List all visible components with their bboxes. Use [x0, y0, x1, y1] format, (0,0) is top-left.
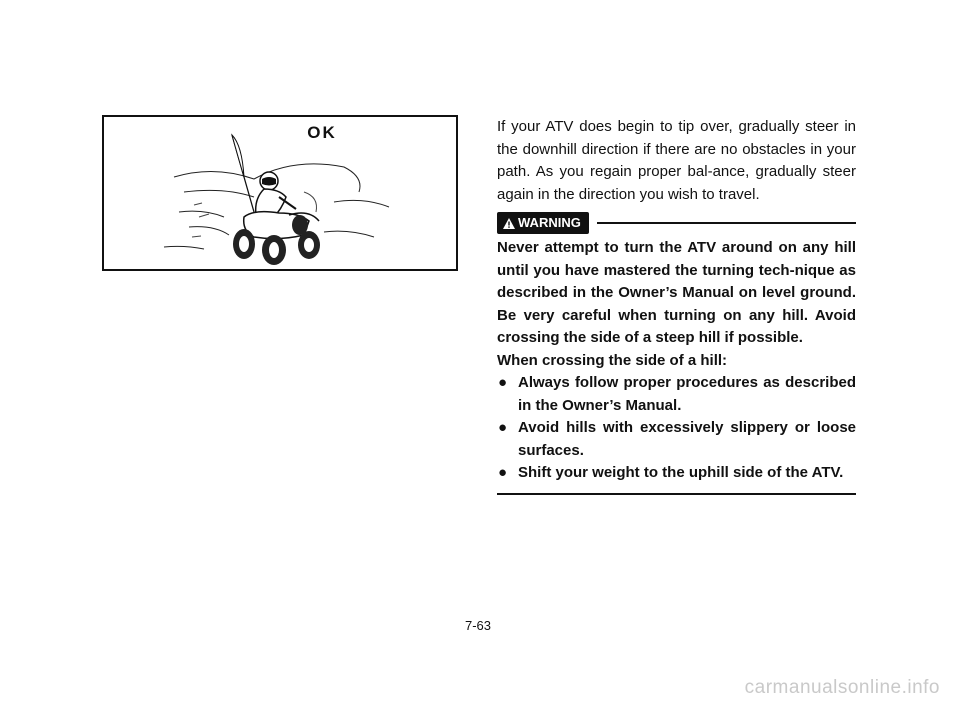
illustration-frame: [102, 115, 458, 271]
warning-header: [497, 212, 856, 234]
warning-subheading: When crossing the side of a hill:: [497, 351, 728, 369]
page-number: 7-63: [464, 618, 492, 633]
warning-badge: [497, 212, 589, 234]
text-column: [497, 116, 856, 495]
intro-paragraph: If your ATV does begin to tip over, gradually steer in the downhill direction if there are no obstacles in your path. As you regain proper bal-ance, gradually steer again in the direction you wish to travel.: [497, 118, 856, 203]
warning-rule: [597, 222, 856, 224]
watermark: carmanualsonline.info: [744, 677, 940, 698]
warning-bullet-list: [497, 372, 856, 485]
bullet-icon: ●: [498, 419, 508, 436]
bullet-icon: ●: [498, 374, 508, 391]
list-item: ● Always follow proper procedures as described in the Owner’s Manual.: [498, 374, 856, 414]
list-item: ● Shift your weight to the uphill side of the ATV.: [497, 462, 856, 485]
figure-label-ok: OK: [307, 123, 337, 142]
list-item: ● Avoid hills with excessively slippery or loose surfaces.: [498, 419, 856, 459]
warning-triangle-icon: [503, 218, 515, 229]
warning-text: Never attempt to turn the ATV around on any hill until you have mastered the turning tech-nique as described in the Owner’s Manual on level ground. Be very careful when turning on any hill. Avoid crossing the side of a steep hill if possible.: [497, 239, 856, 346]
warning-end-rule: [497, 493, 856, 495]
warning-badge-text: WARNING: [518, 215, 581, 230]
bullet-icon: ●: [498, 464, 508, 481]
